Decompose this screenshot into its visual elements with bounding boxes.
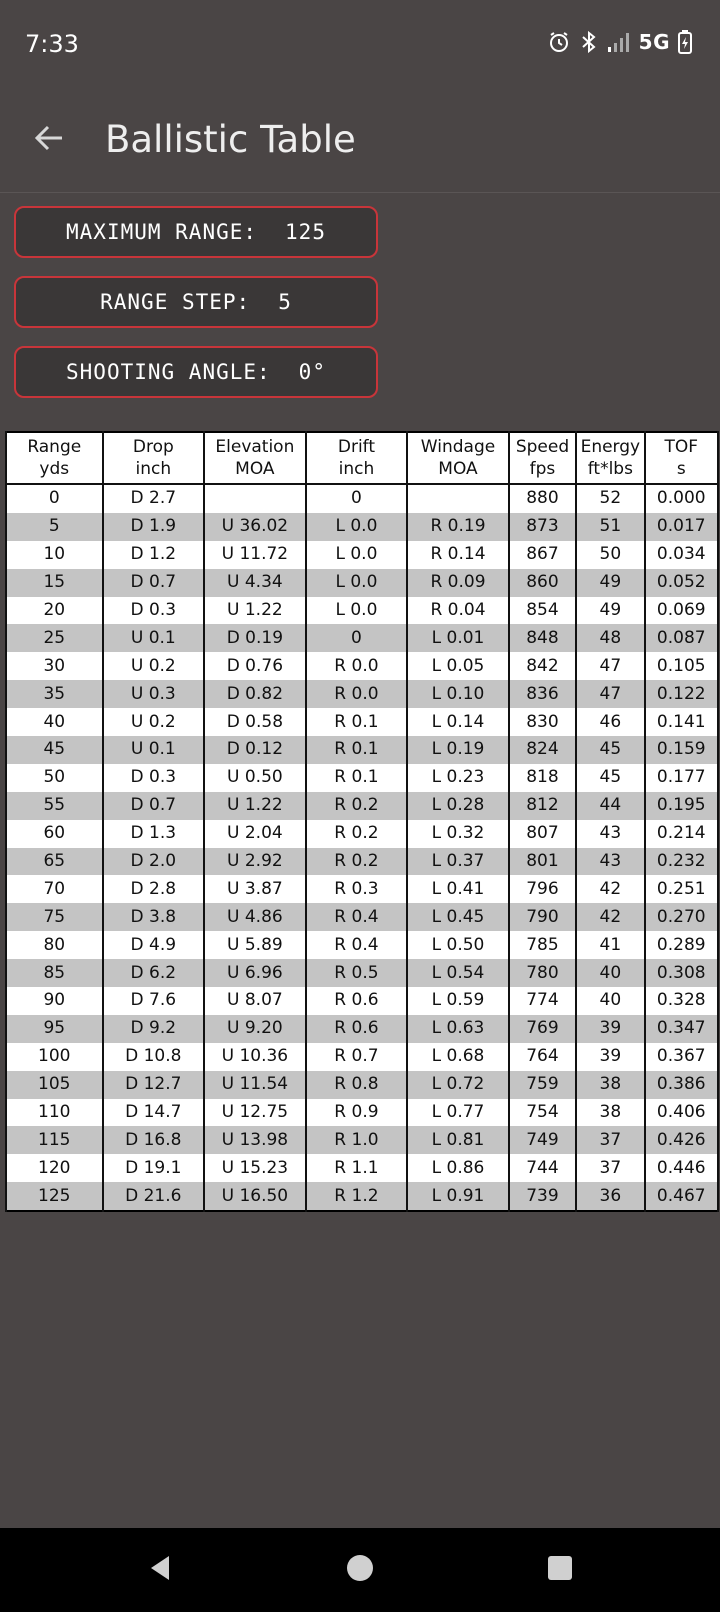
table-row <box>6 1099 718 1127</box>
table-cell: 0.087 <box>645 624 718 652</box>
table-cell: 759 <box>509 1071 576 1099</box>
table-cell: R 0.2 <box>306 820 408 848</box>
table-cell: U 15.23 <box>204 1154 306 1182</box>
column-header <box>306 432 408 484</box>
table-cell: 744 <box>509 1154 576 1182</box>
table-cell: 85 <box>6 959 103 987</box>
column-header-unit: MOA <box>235 459 275 479</box>
table-row <box>6 708 718 736</box>
table-cell: R 1.1 <box>306 1154 408 1182</box>
table-cell: 812 <box>509 792 576 820</box>
table-cell: 0.289 <box>645 931 718 959</box>
table-cell: 848 <box>509 624 576 652</box>
max-range-value: 125 <box>285 220 326 244</box>
range-step-label: RANGE STEP: <box>100 290 251 314</box>
table-cell: R 0.6 <box>306 987 408 1015</box>
shooting-angle-value: 0° <box>298 360 326 384</box>
table-cell: U 4.86 <box>204 903 306 931</box>
table-cell: 37 <box>576 1154 644 1182</box>
table-cell: 0.105 <box>645 652 718 680</box>
table-cell: 867 <box>509 541 576 569</box>
table-cell: 0.347 <box>645 1015 718 1043</box>
table-row <box>6 513 718 541</box>
table-cell: 47 <box>576 652 644 680</box>
table-cell: 0.214 <box>645 820 718 848</box>
nav-recents-button[interactable] <box>540 1550 580 1590</box>
table-cell: D 0.19 <box>204 624 306 652</box>
table-cell: U 13.98 <box>204 1126 306 1154</box>
column-header-title: Energy <box>580 437 641 457</box>
column-header <box>645 432 718 484</box>
table-row <box>6 569 718 597</box>
table-cell: U 0.2 <box>103 708 205 736</box>
table-row <box>6 597 718 625</box>
alarm-icon <box>547 30 571 54</box>
table-row <box>6 652 718 680</box>
table-cell: R 0.4 <box>306 931 408 959</box>
table-cell: 0.177 <box>645 764 718 792</box>
table-cell: 51 <box>576 513 644 541</box>
table-cell: D 14.7 <box>103 1099 205 1127</box>
column-header-title: Drop <box>132 437 174 457</box>
table-cell: 100 <box>6 1043 103 1071</box>
table-cell: U 2.04 <box>204 820 306 848</box>
table-cell: 20 <box>6 597 103 625</box>
table-cell: L 0.05 <box>407 652 509 680</box>
table-cell: 41 <box>576 931 644 959</box>
column-header <box>509 432 576 484</box>
table-cell: D 7.6 <box>103 987 205 1015</box>
table-cell: L 0.23 <box>407 764 509 792</box>
column-header-unit: inch <box>135 459 172 479</box>
table-row <box>6 1182 718 1211</box>
table-row <box>6 1154 718 1182</box>
table-cell: 42 <box>576 875 644 903</box>
table-cell: 860 <box>509 569 576 597</box>
table-cell: U 3.87 <box>204 875 306 903</box>
column-header-title: TOF <box>664 437 699 457</box>
table-row <box>6 1071 718 1099</box>
shooting-angle-label: SHOOTING ANGLE: <box>66 360 271 384</box>
table-cell: D 9.2 <box>103 1015 205 1043</box>
table-cell: 55 <box>6 792 103 820</box>
table-cell: U 1.22 <box>204 597 306 625</box>
table-cell: 105 <box>6 1071 103 1099</box>
column-header-unit: inch <box>338 459 375 479</box>
table-cell: 49 <box>576 569 644 597</box>
table-cell: 90 <box>6 987 103 1015</box>
table-cell: D 1.2 <box>103 541 205 569</box>
table-cell: 880 <box>509 484 576 513</box>
system-nav-bar <box>0 1528 720 1612</box>
table-cell: R 0.7 <box>306 1043 408 1071</box>
table-cell: 40 <box>576 959 644 987</box>
table-cell: L 0.01 <box>407 624 509 652</box>
table-row <box>6 903 718 931</box>
table-cell: 30 <box>6 652 103 680</box>
column-header <box>407 432 509 484</box>
table-cell: 0.270 <box>645 903 718 931</box>
table-cell: R 0.0 <box>306 652 408 680</box>
table-cell: 0.034 <box>645 541 718 569</box>
table-row <box>6 792 718 820</box>
table-cell: D 0.76 <box>204 652 306 680</box>
table-cell: 818 <box>509 764 576 792</box>
table-cell: 65 <box>6 848 103 876</box>
table-cell: 0.367 <box>645 1043 718 1071</box>
table-cell: D 6.2 <box>103 959 205 987</box>
table-cell: 70 <box>6 875 103 903</box>
table-cell: L 0.81 <box>407 1126 509 1154</box>
table-cell: 5 <box>6 513 103 541</box>
shooting-angle-button[interactable] <box>14 346 378 398</box>
table-cell: U 1.22 <box>204 792 306 820</box>
table-cell: 0.386 <box>645 1071 718 1099</box>
table-row <box>6 987 718 1015</box>
table-cell: L 0.0 <box>306 569 408 597</box>
table-cell: 764 <box>509 1043 576 1071</box>
table-cell: 0.141 <box>645 708 718 736</box>
table-row <box>6 1043 718 1071</box>
table-row <box>6 484 718 513</box>
table-cell: L 0.28 <box>407 792 509 820</box>
column-header-title: Windage <box>420 437 496 457</box>
table-cell: U 8.07 <box>204 987 306 1015</box>
table-cell: 38 <box>576 1071 644 1099</box>
table-cell: 796 <box>509 875 576 903</box>
table-cell: L 0.10 <box>407 680 509 708</box>
table-row <box>6 931 718 959</box>
max-range-label: MAXIMUM RANGE: <box>66 220 258 244</box>
table-cell: 115 <box>6 1126 103 1154</box>
table-body <box>6 484 718 1211</box>
table-cell: D 0.3 <box>103 597 205 625</box>
table-cell: R 0.0 <box>306 680 408 708</box>
table-cell: R 0.2 <box>306 792 408 820</box>
status-bar <box>0 0 720 90</box>
signal-icon <box>607 31 631 53</box>
app-bar <box>0 90 720 193</box>
max-range-button[interactable] <box>14 206 378 258</box>
table-cell: L 0.86 <box>407 1154 509 1182</box>
range-step-button[interactable] <box>14 276 378 328</box>
table-cell: 0.232 <box>645 848 718 876</box>
column-header-unit: fps <box>529 459 556 479</box>
table-cell: 0.251 <box>645 875 718 903</box>
table-cell: U 5.89 <box>204 931 306 959</box>
column-header-unit: yds <box>39 459 70 479</box>
table-cell: 52 <box>576 484 644 513</box>
table-cell: R 1.0 <box>306 1126 408 1154</box>
ballistic-table <box>5 431 719 1212</box>
table-cell: D 21.6 <box>103 1182 205 1211</box>
table-cell: L 0.59 <box>407 987 509 1015</box>
table-cell: 749 <box>509 1126 576 1154</box>
table-cell: L 0.32 <box>407 820 509 848</box>
column-header-title: Elevation <box>215 437 295 457</box>
table-cell: 0.467 <box>645 1182 718 1211</box>
table-cell: R 1.2 <box>306 1182 408 1211</box>
table-cell: 780 <box>509 959 576 987</box>
table-cell: U 11.54 <box>204 1071 306 1099</box>
table-cell: D 12.7 <box>103 1071 205 1099</box>
table-cell: 0.446 <box>645 1154 718 1182</box>
table-cell: R 0.14 <box>407 541 509 569</box>
arrow-left-icon <box>32 121 66 159</box>
table-cell: D 4.9 <box>103 931 205 959</box>
table-cell: L 0.63 <box>407 1015 509 1043</box>
table-cell: 754 <box>509 1099 576 1127</box>
table-cell: 25 <box>6 624 103 652</box>
table-cell: 0 <box>306 484 408 513</box>
table-cell: 40 <box>6 708 103 736</box>
table-row <box>6 875 718 903</box>
table-cell: R 0.1 <box>306 708 408 736</box>
table-cell: 38 <box>576 1099 644 1127</box>
home-circle-icon <box>345 1553 375 1587</box>
table-header-row <box>6 432 718 484</box>
table-cell: 854 <box>509 597 576 625</box>
table-cell: D 0.7 <box>103 792 205 820</box>
table-cell: U 4.34 <box>204 569 306 597</box>
table-cell: L 0.0 <box>306 513 408 541</box>
table-cell: U 12.75 <box>204 1099 306 1127</box>
table-cell: L 0.19 <box>407 736 509 764</box>
table-cell: D 19.1 <box>103 1154 205 1182</box>
column-header-title: Speed <box>515 437 570 457</box>
battery-charging-icon <box>678 30 692 54</box>
table-cell: U 16.50 <box>204 1182 306 1211</box>
bluetooth-icon <box>579 30 599 54</box>
table-cell: R 0.09 <box>407 569 509 597</box>
table-cell: L 0.50 <box>407 931 509 959</box>
table-cell: U 0.3 <box>103 680 205 708</box>
table-cell: 873 <box>509 513 576 541</box>
table-cell: 0.000 <box>645 484 718 513</box>
table-cell: 0 <box>6 484 103 513</box>
recents-square-icon <box>546 1554 574 1586</box>
table-cell: U 9.20 <box>204 1015 306 1043</box>
table-cell: D 2.0 <box>103 848 205 876</box>
table-row <box>6 1015 718 1043</box>
table-cell: 830 <box>509 708 576 736</box>
table-cell: D 0.12 <box>204 736 306 764</box>
table-cell: 0.052 <box>645 569 718 597</box>
table-cell: 43 <box>576 848 644 876</box>
table-row <box>6 848 718 876</box>
column-header-title: Range <box>27 437 82 457</box>
table-cell: R 0.1 <box>306 764 408 792</box>
table-cell: 60 <box>6 820 103 848</box>
table-cell: 42 <box>576 903 644 931</box>
network-type: 5G <box>638 30 670 54</box>
column-header <box>576 432 644 484</box>
table-row <box>6 1126 718 1154</box>
table-cell: 0.159 <box>645 736 718 764</box>
table-cell: D 0.58 <box>204 708 306 736</box>
table-cell: D 0.3 <box>103 764 205 792</box>
table-cell: D 10.8 <box>103 1043 205 1071</box>
table-row <box>6 959 718 987</box>
table-cell: 836 <box>509 680 576 708</box>
table-cell: U 11.72 <box>204 541 306 569</box>
table-cell: 0.426 <box>645 1126 718 1154</box>
table-row <box>6 680 718 708</box>
table-cell: R 0.04 <box>407 597 509 625</box>
column-header-unit: MOA <box>438 459 478 479</box>
table-cell: 37 <box>576 1126 644 1154</box>
table-cell: 0.406 <box>645 1099 718 1127</box>
table-cell: U 0.1 <box>103 736 205 764</box>
table-cell: L 0.91 <box>407 1182 509 1211</box>
table-cell <box>204 484 306 513</box>
table-cell: 739 <box>509 1182 576 1211</box>
table-cell: D 16.8 <box>103 1126 205 1154</box>
table-row <box>6 820 718 848</box>
table-cell: L 0.54 <box>407 959 509 987</box>
table-cell: 110 <box>6 1099 103 1127</box>
table-cell: 10 <box>6 541 103 569</box>
column-header <box>6 432 103 484</box>
table-cell: 0.195 <box>645 792 718 820</box>
table-cell: 45 <box>6 736 103 764</box>
table-cell: D 0.82 <box>204 680 306 708</box>
table-cell: 43 <box>576 820 644 848</box>
column-header-title: Drift <box>337 437 376 457</box>
table-cell: D 2.8 <box>103 875 205 903</box>
table-cell: U 0.2 <box>103 652 205 680</box>
column-header-unit: ft*lbs <box>587 459 633 479</box>
column-header <box>204 432 306 484</box>
table-cell: 95 <box>6 1015 103 1043</box>
table-row <box>6 541 718 569</box>
table-cell: R 0.9 <box>306 1099 408 1127</box>
table-cell: R 0.6 <box>306 1015 408 1043</box>
table-cell: L 0.0 <box>306 541 408 569</box>
nav-back-button[interactable] <box>140 1550 180 1590</box>
table-cell: 44 <box>576 792 644 820</box>
table-cell: 50 <box>576 541 644 569</box>
table-cell: 824 <box>509 736 576 764</box>
table-row <box>6 736 718 764</box>
table-cell: R 0.2 <box>306 848 408 876</box>
table-cell: 0.328 <box>645 987 718 1015</box>
table-cell: D 1.3 <box>103 820 205 848</box>
table-cell: 0.069 <box>645 597 718 625</box>
back-button[interactable] <box>22 113 76 167</box>
table-row <box>6 624 718 652</box>
table-cell: 49 <box>576 597 644 625</box>
table-cell: R 0.3 <box>306 875 408 903</box>
table-cell: U 6.96 <box>204 959 306 987</box>
table-cell: D 2.7 <box>103 484 205 513</box>
table-cell: D 0.7 <box>103 569 205 597</box>
table-cell: 769 <box>509 1015 576 1043</box>
table-cell: L 0.0 <box>306 597 408 625</box>
table-cell: 0.122 <box>645 680 718 708</box>
table-cell: 790 <box>509 903 576 931</box>
table-cell: D 3.8 <box>103 903 205 931</box>
table-cell: 801 <box>509 848 576 876</box>
table-cell: L 0.37 <box>407 848 509 876</box>
table-cell: 785 <box>509 931 576 959</box>
table-cell: 120 <box>6 1154 103 1182</box>
table-cell: U 36.02 <box>204 513 306 541</box>
nav-home-button[interactable] <box>340 1550 380 1590</box>
table-cell: 0 <box>306 624 408 652</box>
status-time: 7:33 <box>25 30 79 58</box>
table-cell: 45 <box>576 764 644 792</box>
table-cell: U 10.36 <box>204 1043 306 1071</box>
table-cell: 39 <box>576 1043 644 1071</box>
table-cell: R 0.8 <box>306 1071 408 1099</box>
table-cell: 50 <box>6 764 103 792</box>
table-cell: 0.308 <box>645 959 718 987</box>
ballistic-table-container <box>5 431 715 1212</box>
table-cell: R 0.5 <box>306 959 408 987</box>
table-cell: R 0.4 <box>306 903 408 931</box>
table-cell <box>407 484 509 513</box>
table-cell: U 2.92 <box>204 848 306 876</box>
table-cell: D 1.9 <box>103 513 205 541</box>
status-icons <box>547 30 692 54</box>
table-cell: U 0.50 <box>204 764 306 792</box>
column-header-unit: s <box>676 459 686 479</box>
table-cell: 46 <box>576 708 644 736</box>
table-cell: L 0.77 <box>407 1099 509 1127</box>
table-cell: 48 <box>576 624 644 652</box>
table-cell: 774 <box>509 987 576 1015</box>
table-cell: L 0.45 <box>407 903 509 931</box>
table-cell: 39 <box>576 1015 644 1043</box>
table-cell: 47 <box>576 680 644 708</box>
table-cell: 36 <box>576 1182 644 1211</box>
table-cell: L 0.68 <box>407 1043 509 1071</box>
table-cell: 35 <box>6 680 103 708</box>
table-cell: 15 <box>6 569 103 597</box>
table-row <box>6 764 718 792</box>
column-header <box>103 432 205 484</box>
back-triangle-icon <box>145 1553 175 1587</box>
table-cell: R 0.19 <box>407 513 509 541</box>
page-title: Ballistic Table <box>105 118 356 161</box>
table-cell: 125 <box>6 1182 103 1211</box>
table-cell: 45 <box>576 736 644 764</box>
table-cell: R 0.1 <box>306 736 408 764</box>
table-cell: L 0.41 <box>407 875 509 903</box>
table-cell: 40 <box>576 987 644 1015</box>
table-cell: 75 <box>6 903 103 931</box>
table-cell: 807 <box>509 820 576 848</box>
range-step-value: 5 <box>278 290 292 314</box>
table-cell: 80 <box>6 931 103 959</box>
table-cell: 0.017 <box>645 513 718 541</box>
table-cell: U 0.1 <box>103 624 205 652</box>
table-cell: 842 <box>509 652 576 680</box>
table-cell: L 0.72 <box>407 1071 509 1099</box>
table-cell: L 0.14 <box>407 708 509 736</box>
